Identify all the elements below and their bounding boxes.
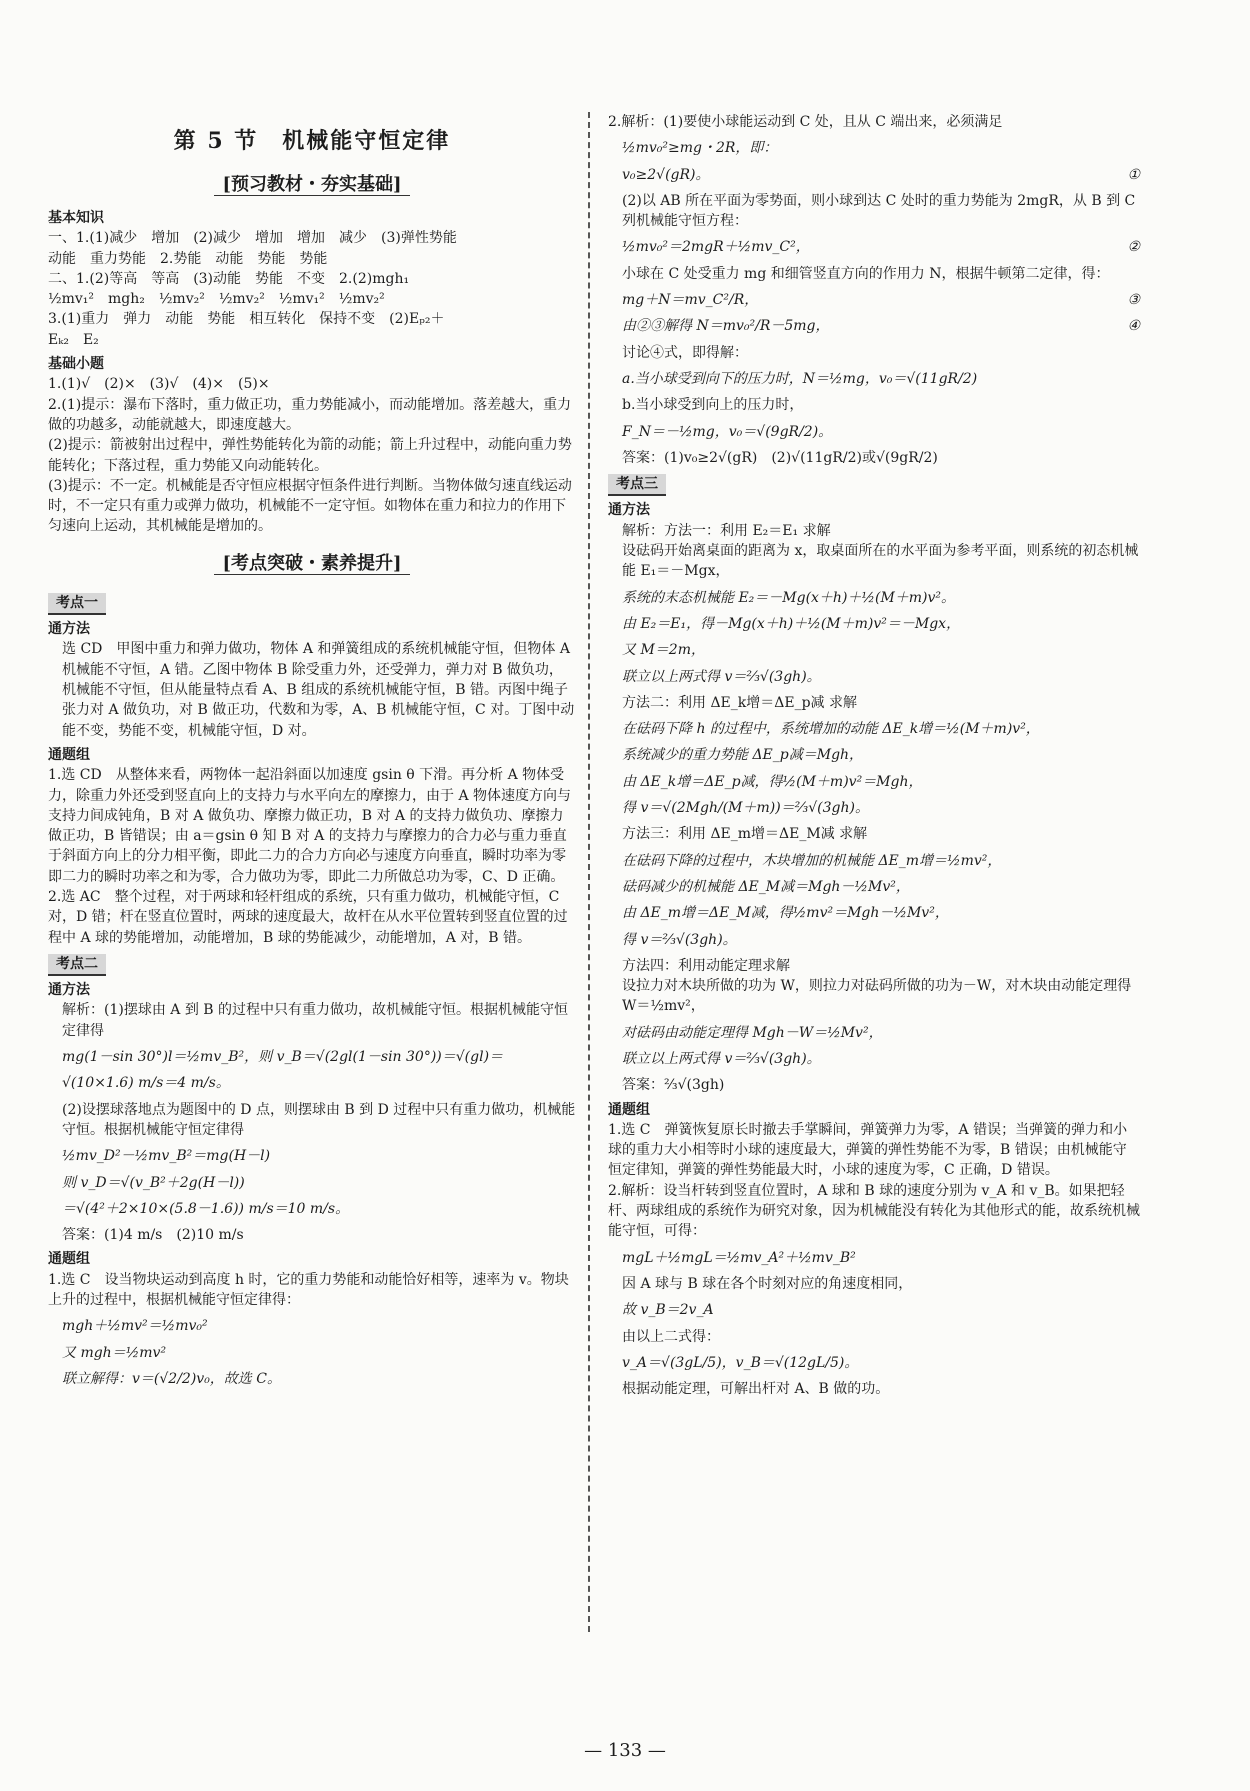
r2-formula: mg＋N＝mv_C²/R， ③ — [622, 292, 1140, 309]
m1-formula: 由 E₂＝E₁，得－Mg(x＋h)＋½(M＋m)v²＝－Mgx， — [622, 615, 961, 632]
r2-text: b.当小球受到向上的压力时， — [622, 397, 804, 414]
kd2-text: (2)设摆球落地点为题图中的 D 点，则摆球由 B 到 D 过程中只有重力做功，机械能守恒。根据机械能守恒定律得 — [62, 1101, 576, 1138]
r2-formula: a.当小球受到向下的压力时，N＝½mg，v₀＝√(11gR/2) — [622, 370, 978, 387]
bk-line: 一、1.(1)减少 增加 (2)减少 增加 增加 减少 (3)弹性势能 — [48, 230, 457, 247]
m3-formula: 在砝码下降的过程中，木块增加的机械能 ΔE_m增＝½mv²， — [622, 852, 1002, 869]
section-banner-exam: [考点突破・素养提升] — [48, 551, 576, 577]
kd2-q1: 1.选 C 设当物块运动到高度 h 时，它的重力势能和动能恰好相等，速率为 v。物块上升的过程中，根据机械能守恒定律得： — [48, 1271, 569, 1309]
kd1-text: 选 CD 甲图中重力和弹力做功，物体 A 和弹簧组成的系统机械能守恒，但物体 A 机械能不守恒，A 错。乙图中物体 B 除受重力外，还受弹力，弹力对 B 做负功，机械能不守恒，但从能量特点看 A、B 组成的系统机械能守恒，B 错。丙图中绳子张力对 A 做负功，对 B 做正功，代数和为零，A、B 机械能守恒，C 对。丁图中动能不变，势能不变，机械能守恒，D 对。 — [62, 641, 575, 739]
m2-head: 方法二：利用 ΔE_k增＝ΔE_p减 求解 — [622, 694, 858, 711]
bq-line: 2.(1)提示：瀑布下落时，重力做正功，重力势能减小，而动能增加。落差越大，重力做的功越多，动能就越大，即速度越大。 — [48, 396, 572, 433]
m-answer: 答案：⅔√(3gh) — [622, 1077, 725, 1094]
r2-formula: 由②③解得 N＝mv₀²/R－5mg， ④ — [622, 318, 1140, 335]
m3-formula: 得 v＝⅔√(3gh)。 — [622, 931, 737, 948]
right-column — [608, 112, 1140, 1399]
r2-formula: v₀≥2√(gR)。 ① — [622, 166, 1140, 183]
column-divider — [588, 112, 590, 1632]
q2-formula: 故 v_B＝2v_A — [622, 1302, 714, 1319]
q2-text: 2.解析：设当杆转到竖直位置时，A 球和 B 球的速度分别为 v_A 和 v_B。如果把轻杆、两球组成的系统作为研究对象，因为机械能没有转化为其他形式的能，故系统机械能守恒，可得： — [608, 1182, 1140, 1240]
r2-text: 讨论④式，即得解： — [622, 344, 748, 361]
bk-line: 动能 重力势能 2.势能 动能 势能 势能 — [48, 250, 328, 267]
r2-text: 小球在 C 处受重力 mg 和细管竖直方向的作用力 N，根据牛顿第二定律，得： — [622, 265, 1110, 282]
m2-formula: 由 ΔE_k增＝ΔE_p减，得½(M＋m)v²＝Mgh， — [622, 773, 923, 790]
section-banner-preview: [预习教材・夯实基础] — [48, 172, 576, 198]
kd2-formula: mg(1－sin 30°)l＝½mv_B²，则 v_B＝√(2gl(1－sin 30°))＝√(gl)＝ — [62, 1049, 504, 1066]
q1-text: 1.选 C 弹簧恢复原长时撤去手掌瞬间，弹簧弹力为零，A 错误；当弹簧的弹力和小球的重力大小相等时小球的速度最大，弹簧的弹性势能不为零，B 错误；由机械能守恒定律知，弹簧的弹性势能最大时，小球的速度为零，C 正确，D 错误。 — [608, 1121, 1128, 1179]
r2-text: 2.解析：(1)要使小球能运动到 C 处，且从 C 端出来，必须满足 — [608, 114, 1003, 130]
m3-head: 方法三：利用 ΔE_m增＝ΔE_M减 求解 — [622, 826, 868, 843]
bq-line: (3)提示：不一定。机械能是否守恒应根据守恒条件进行判断。当物体做匀速直线运动时，不一定只有重力或弹力做功，机械能不一定守恒。如物体在重力和拉力的作用下匀速向上运动，其机械能是增加的。 — [48, 477, 572, 535]
m4-formula: 联立以上两式得 v＝⅔√(3gh)。 — [622, 1050, 821, 1067]
question-group-heading: 通题组 — [608, 1101, 650, 1118]
question-group-heading: 通题组 — [48, 1251, 90, 1268]
m2-formula: 系统减少的重力势能 ΔE_p减＝Mgh， — [622, 747, 864, 764]
m1-formula: 联立以上两式得 v＝⅔√(3gh)。 — [622, 668, 821, 685]
kd2-q1-formula: 又 mgh＝½mv² — [62, 1344, 167, 1361]
q2-text: 因 A 球与 B 球在各个时刻对应的角速度相同， — [622, 1275, 913, 1292]
bq-line: 1.(1)√ (2)× (3)√ (4)× (5)× — [48, 376, 270, 393]
r2-formula: F_N＝－½mg，v₀＝√(9gR/2)。 — [622, 423, 833, 440]
m4-text: 设拉力对木块所做的功为 W，则拉力对砝码所做的功为－W，对木块由动能定理得 W＝½mv²， — [622, 978, 1132, 1015]
r2-answer: 答案：(1)v₀≥2√(gR) (2)√(11gR/2)或√(9gR/2) — [622, 449, 938, 466]
r2-formula: ½mv₀²≥mg・2R，即： — [622, 140, 778, 157]
m1-text: 设砝码开始离桌面的距离为 x，取桌面所在的水平面为参考平面，则系统的初态机械能 E₁＝－Mgx， — [622, 543, 1139, 580]
kd2-q1-formula: mgh＋½mv²＝½mv₀² — [62, 1318, 208, 1335]
m2-formula: 得 v＝√(2Mgh/(M＋m))＝⅔√(3gh)。 — [622, 800, 869, 817]
m1-head: 解析：方法一：利用 E₂＝E₁ 求解 — [622, 522, 831, 539]
left-column — [48, 112, 576, 1395]
m3-formula: 由 ΔE_m增＝ΔE_M减，得½mv²＝Mgh－½Mv²， — [622, 905, 949, 922]
bk-line: 二、1.(2)等高 等高 (3)动能 势能 不变 2.(2)mgh₁ — [48, 270, 410, 287]
r2-text: (2)以 AB 所在平面为零势面，则小球到达 C 处时的重力势能为 2mgR，从 B 到 C 列机械能守恒方程： — [622, 192, 1136, 230]
method-heading: 通方法 — [608, 502, 650, 519]
basic-knowledge-heading: 基本知识 — [48, 209, 104, 226]
m1-formula: 又 M＝2m， — [622, 642, 705, 659]
kd2-formula: √(10×1.6) m/s＝4 m/s。 — [62, 1075, 230, 1092]
kaodian-1-tag: 考点一 — [48, 593, 106, 615]
kd2-formula: ½mv_D²－½mv_B²＝mg(H－l) — [62, 1148, 271, 1165]
page-title: 第 5 节 机械能守恒定律 — [173, 128, 451, 154]
kaodian-2-tag: 考点二 — [48, 954, 106, 976]
kaodian-3-tag: 考点三 — [608, 474, 666, 496]
method-heading: 通方法 — [48, 982, 90, 999]
kd2-q1-formula: 联立解得：v＝(√2/2)v₀，故选 C。 — [62, 1370, 281, 1387]
kd1-q1: 1.选 CD 从整体来看，两物体一起沿斜面以加速度 gsin θ 下滑。再分析 A 物体受力，除重力外还受到竖直向上的支持力与水平向左的摩擦力，由于 A 物体速度方向与支持力间成钝角，B 对 A 做负功、摩擦力做正功，B 对 A 的支持力做负功、摩擦力做正功，B 皆错误；由 a＝gsin θ 知 B 对 A 的支持力与摩擦力的合力必与重力垂直于斜面方向上的分力相平衡，即此二力的合力方向必与速度方向垂直，瞬时功率为零即二力的瞬时功率之和为零，合力做功为零，即此二力所做总功为零，C、D 正确。 — [48, 767, 572, 885]
basic-questions-heading: 基础小题 — [48, 356, 104, 373]
q2-formula: mgL＋½mgL＝½mv_A²＋½mv_B² — [622, 1249, 856, 1266]
bk-line: ½mv₁² mgh₂ ½mv₂² ½mv₂² ½mv₁² ½mv₂² — [48, 291, 385, 308]
question-group-heading: 通题组 — [48, 746, 90, 763]
kd2-formula: 则 v_D＝√(v_B²＋2g(H－l)) — [62, 1174, 245, 1191]
q2-text: 由以上二式得： — [622, 1328, 720, 1345]
r2-formula: ½mv₀²＝2mgR＋½mv_C²， ② — [622, 239, 1140, 256]
m4-head: 方法四：利用动能定理求解 — [622, 957, 790, 974]
kd1-q2: 2.选 AC 整个过程，对于两球和轻杆组成的系统，只有重力做功，机械能守恒，C 对，D 错；杆在竖直位置时，两球的速度最大，故杆在从水平位置转到竖直位置的过程中 A 球的势能增加，动能增加，B 球的势能减少，动能增加，A 对，B 错。 — [48, 888, 568, 946]
bk-line: 3.(1)重力 弹力 动能 势能 相互转化 保持不变 (2)Eₚ₂＋ — [48, 311, 445, 328]
m2-formula: 在砝码下降 h 的过程中，系统增加的动能 ΔE_k增＝½(M＋m)v²， — [622, 721, 1040, 738]
m3-formula: 砝码减少的机械能 ΔE_M减＝Mgh－½Mv²， — [622, 878, 910, 895]
page-number: — 133 — — [584, 1740, 666, 1761]
q2-formula: v_A＝√(3gL/5)，v_B＝√(12gL/5)。 — [622, 1354, 859, 1371]
m4-formula: 对砝码由动能定理得 Mgh－W＝½Mv²， — [622, 1024, 883, 1041]
kd2-formula: ＝√(4²＋2×10×(5.8－1.6)) m/s＝10 m/s。 — [62, 1200, 350, 1217]
method-heading: 通方法 — [48, 621, 90, 638]
q2-text: 根据动能定理，可解出杆对 A、B 做的功。 — [622, 1381, 890, 1398]
kd2-text: 解析：(1)摆球由 A 到 B 的过程中只有重力做功，故机械能守恒。根据机械能守恒定律得 — [62, 1002, 569, 1039]
bk-line: Eₖ₂ E₂ — [48, 331, 99, 348]
bq-line: (2)提示：箭被射出过程中，弹性势能转化为箭的动能；箭上升过程中，动能向重力势能转化；下落过程，重力势能又向动能转化。 — [48, 437, 572, 474]
m1-formula: 系统的末态机械能 E₂＝－Mg(x＋h)＋½(M＋m)v²。 — [622, 589, 956, 606]
kd2-answer: 答案：(1)4 m/s (2)10 m/s — [62, 1227, 244, 1244]
